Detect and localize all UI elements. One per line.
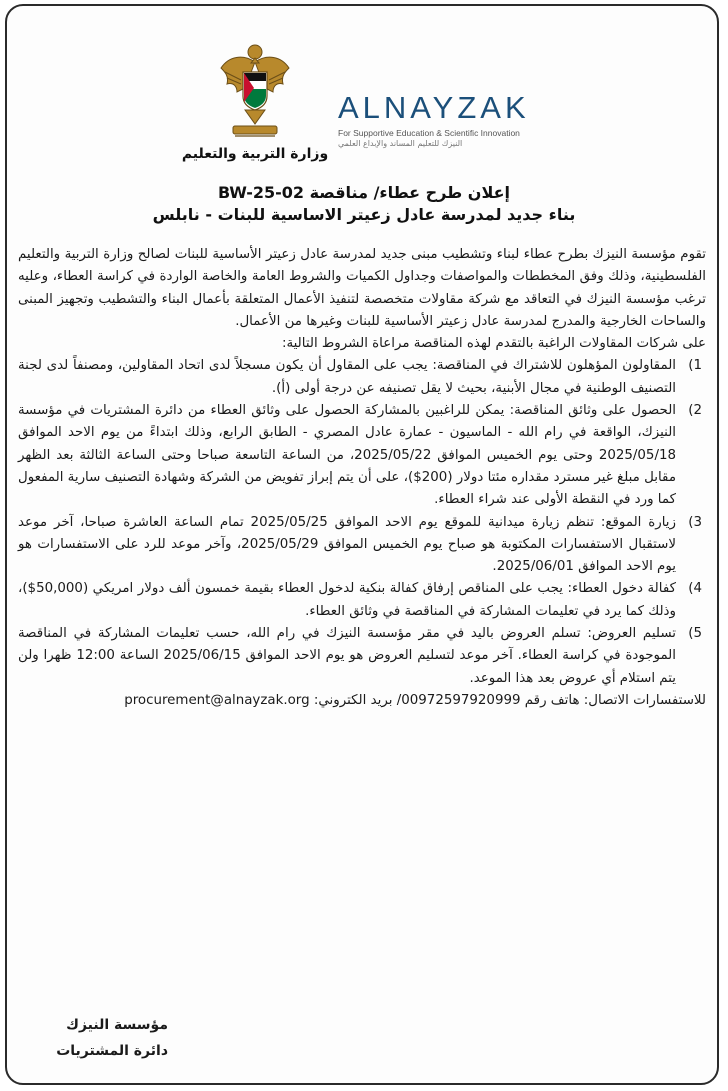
intro-paragraph: تقوم مؤسسة النيزك بطرح عطاء لبناء وتشطيب مبنى جديد لمدرسة عادل زعيتر الأساسية للبنات لصالح وزارة التربية والتعليم الفلسطينية، وذلك وفق المخططات والمواصفات وجداول الكميات والشروط العامة والخاصة الواردة في كراسة العطاء، وعليه ترغب مؤسسة النيزك في التعاقد مع شركة مقاولات متخصصة لتنفيذ الأعمال المتعلقة بأعمال البناء والتشطيب وتجهيز المبنى والساحات الخارجية والمدرج لمدرسة عادل زعيتر الأساسية للبنات وغيرها من الأعمال.	[18, 247, 706, 329]
tender-title: إعلان طرح عطاء/ مناقصة BW-25-02	[217, 183, 511, 202]
ministry-name: وزارة التربية والتعليم	[181, 146, 329, 162]
condition-number: 3)	[688, 514, 702, 530]
conditions-intro: على شركات المقاولات الراغبة بالتقدم لهذه المناقصة مراعاة الشروط التالية:	[281, 336, 706, 352]
condition-text: كفالة دخول العطاء: يجب على المناقص إرفاق كفالة بنكية لدخول العطاء بقيمة خمسون ألف دولار امريكي (50,000$)، وذلك كما يرد في تعليمات المشاركة في المناقصة في وثائق العطاء.	[18, 581, 676, 619]
notice-title	[30, 182, 698, 226]
condition-number: 2)	[688, 403, 702, 419]
condition-text: الحصول على وثائق المناقصة: يمكن للراغبين بالمشاركة الحصول على وثائق العطاء من دائرة المشتريات في مؤسسة النيزك، الواقعة في رام الله - الماسيون - عمارة عادل المصري - الطابق الرابع، وذلك ابتداءً من يوم الاحد الموافق 2025/05/18 وحتى يوم الخميس الموافق 2025/05/22، من الساعة التاسعة صباحا وحتى الساعة الثالثة بعد الظهر مقابل مبلغ غير مسترد مقداره مئتا دولار (200$)، على أن يتم إبراز تفويض من الشركة وشهادة التصنيف سارية المفعول كما ورد في النقطة الأولى عند شراء العطاء.	[18, 403, 676, 508]
condition-item	[18, 400, 706, 511]
palestine-eagle-emblem-icon	[215, 32, 295, 144]
contact-label: للاستفسارات الاتصال: هاتف رقم 00972597920999/ بريد الكتروني:	[313, 692, 706, 708]
notice-body	[18, 244, 706, 712]
condition-item	[18, 578, 706, 623]
conditions-list	[18, 355, 706, 689]
alnayzak-brand-name: ALNAYZAK	[338, 90, 530, 125]
condition-item	[18, 512, 706, 579]
tender-subtitle: بناء جديد لمدرسة عادل زعيتر الاساسية للبنات - نابلس	[152, 205, 576, 224]
condition-text: تسليم العروض: تسلم العروض باليد في مقر مؤسسة النيزك في رام الله، حسب تعليمات المشاركة في المناقصة الموجودة في كراسة العطاء. آخر موعد لتسليم العروض هو يوم الاحد الموافق 2025/06/15 الساعة 12:00 ظهرا ولن يتم استلام أي عروض بعد هذا الموعد.	[18, 626, 676, 686]
condition-item	[18, 355, 706, 400]
signature-block	[56, 1012, 168, 1064]
condition-number: 4)	[688, 581, 702, 597]
signature-department: دائرة المشتريات	[56, 1043, 168, 1059]
condition-number: 1)	[688, 358, 702, 374]
condition-item	[18, 623, 706, 690]
condition-text: المقاولون المؤهلون للاشتراك في المناقصة: يجب على المقاول أن يكون مسجلاً لدى اتحاد المقاولين، ومصنفاً لدى لجنة التصنيف الوطنية في مجال الأبنية، بحيث لا يقل تصنيفه عن درجة أولى (أ).	[18, 358, 676, 396]
condition-text: زيارة الموقع: تنظم زيارة ميدانية للموقع يوم الاحد الموافق 2025/05/25 تمام الساعة العاشرة صباحا، آخر موعد لاستقبال الاستفسارات المكتوبة هو صباح يوم الخميس الموافق 2025/05/29، وآخر موعد للرد على الاستفسارات هو يوم الاحد الموافق 2025/06/01.	[18, 514, 676, 575]
contact-line	[18, 690, 706, 712]
alnayzak-logo-block	[338, 90, 568, 148]
signature-org: مؤسسة النيزك	[66, 1017, 168, 1033]
condition-number: 5)	[688, 626, 702, 642]
alnayzak-tagline-ar: النيزك للتعليم المساند والإبداع العلمي	[338, 139, 463, 148]
notice-header	[0, 0, 728, 180]
alnayzak-tagline-en: For Supportive Education & Scientific Innovation	[338, 128, 520, 138]
contact-email-link[interactable]: procurement@alnayzak.org	[124, 692, 310, 708]
ministry-logo-block	[170, 32, 340, 162]
